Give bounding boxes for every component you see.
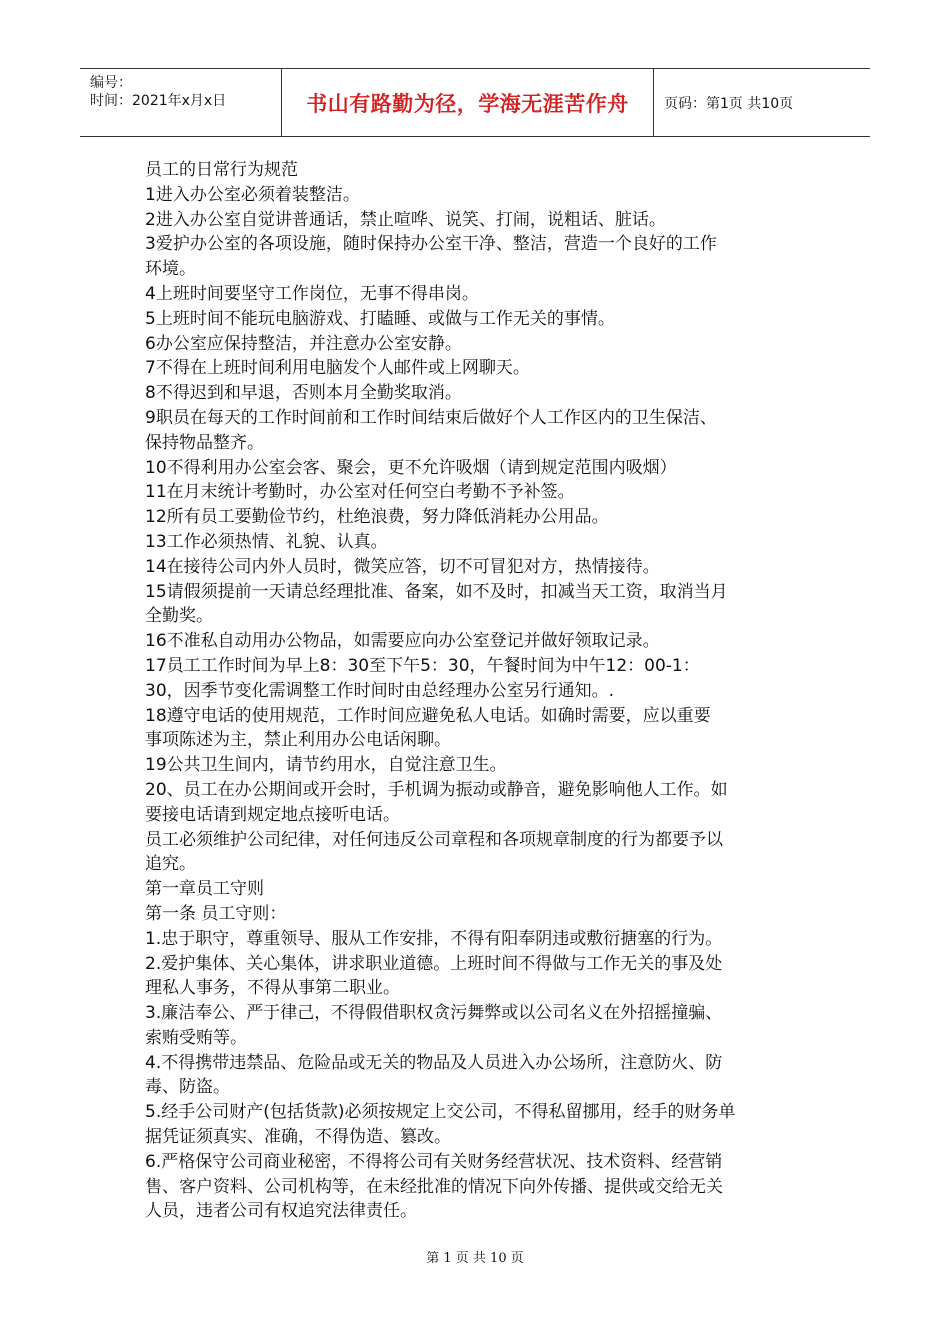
text-line: 毒、防盗。	[145, 1077, 230, 1098]
header-page-cell	[654, 69, 870, 136]
text-line: 售、客户资料、公司机构等，在未经批准的情况下向外传播、提供或交给无关	[145, 1176, 723, 1197]
text-line: 8不得迟到和早退，否则本月全勤奖取消。	[145, 383, 462, 404]
text-line: 6办公室应保持整洁，并注意办公室安静。	[145, 333, 462, 354]
text-line: 2进入办公室自觉讲普通话，禁止喧哗、说笑、打闹，说粗话、脏话。	[145, 209, 666, 230]
text-line: 17员工工作时间为早上8：30至下午5：30，午餐时间为中午12：00-1：	[145, 655, 700, 676]
text-line: 1进入办公室必须着装整洁。	[145, 184, 360, 205]
text-line: 18遵守电话的使用规范，工作时间应避免私人电话。如确时需要，应以重要	[145, 705, 711, 726]
text-line: 保持物品整齐。	[145, 432, 264, 453]
text-line: 2.爱护集体、关心集体，讲求职业道德。上班时间不得做与工作无关的事及处	[145, 953, 723, 974]
text-line: 3爱护办公室的各项设施，随时保持办公室干净、整洁，营造一个良好的工作	[145, 234, 717, 255]
text-line: 7不得在上班时间利用电脑发个人邮件或上网聊天。	[145, 358, 530, 379]
text-line: 第一条 员工守则：	[145, 903, 287, 924]
text-line: 19公共卫生间内，请节约用水，自觉注意卫生。	[145, 755, 507, 776]
text-line: 15请假须提前一天请总经理批准、备案，如不及时，扣减当天工资，取消当月	[145, 581, 728, 602]
text-line: 第一章员工守则	[145, 879, 264, 900]
text-line: 全勤奖。	[145, 606, 213, 627]
text-line: 人员，违者公司有权追究法律责任。	[145, 1201, 417, 1222]
text-line: 事项陈述为主，禁止利用办公电话闲聊。	[145, 730, 451, 751]
text-line: 10不得利用办公室会客、聚会，更不允许吸烟（请到规定范围内吸烟）	[145, 457, 677, 478]
header-slogan-cell	[282, 69, 654, 136]
text-line: 16不准私自动用办公物品，如需要应向办公室登记并做好领取记录。	[145, 631, 660, 652]
document-body	[145, 158, 810, 1224]
header-page-info: 页码：第1页 共10页	[664, 95, 794, 112]
text-line: 员工必须维护公司纪律，对任何违反公司章程和各项规章制度的行为都要予以	[145, 829, 723, 850]
text-line: 要接电话请到规定地点接听电话。	[145, 804, 400, 825]
text-line: 5.经手公司财产(包括货款)必须按规定上交公司，不得私留挪用，经手的财务单	[145, 1102, 736, 1123]
text-line: 20、员工在办公期间或开会时，手机调为振动或静音，避免影响他人工作。如	[145, 779, 728, 800]
text-line: 9职员在每天的工作时间前和工作时间结束后做好个人工作区内的卫生保洁、	[145, 407, 717, 428]
text-line: 理私人事务，不得从事第二职业。	[145, 978, 400, 999]
text-line: 11在月末统计考勤时，办公室对任何空白考勤不予补签。	[145, 482, 575, 503]
header-slogan: 书山有路勤为径，学海无涯苦作舟	[306, 91, 629, 116]
text-line: 5上班时间不能玩电脑游戏、打瞌睡、或做与工作无关的事情。	[145, 308, 615, 329]
text-line: 索贿受贿等。	[145, 1027, 247, 1048]
header-meta	[80, 69, 282, 136]
text-line: 13工作必须热情、礼貌、认真。	[145, 531, 388, 552]
text-line: 4.不得携带违禁品、危险品或无关的物品及人员进入办公场所，注意防火、防	[145, 1052, 723, 1073]
document-date: 时间：2021年x月x日	[90, 93, 227, 109]
text-line: 据凭证须真实、准确，不得伪造、篡改。	[145, 1127, 451, 1148]
text-line: 1.忠于职守，尊重领导、服从工作安排，不得有阳奉阴违或敷衍搪塞的行为。	[145, 928, 723, 949]
text-line: 30，因季节变化需调整工作时间时由总经理办公室另行通知。.	[145, 680, 615, 701]
text-line: 环境。	[145, 259, 196, 280]
text-line: 12所有员工要勤俭节约，杜绝浪费，努力降低消耗办公用品。	[145, 507, 609, 528]
text-line: 员工的日常行为规范	[145, 160, 298, 180]
text-line: 6.严格保守公司商业秘密，不得将公司有关财务经营状况、技术资料、经营销	[145, 1151, 723, 1172]
text-line: 14在接待公司内外人员时，微笑应答，切不可冒犯对方，热情接待。	[145, 556, 660, 577]
text-line: 3.廉洁奉公、严于律己，不得假借职权贪污舞弊或以公司名义在外招摇撞骗、	[145, 1003, 723, 1024]
text-line: 4上班时间要坚守工作岗位，无事不得串岗。	[145, 283, 479, 304]
page-header	[80, 68, 870, 137]
page-footer: 第 1 页 共 10 页	[426, 1251, 524, 1266]
text-line: 追究。	[145, 854, 196, 875]
document-number: 编号：	[90, 75, 132, 91]
